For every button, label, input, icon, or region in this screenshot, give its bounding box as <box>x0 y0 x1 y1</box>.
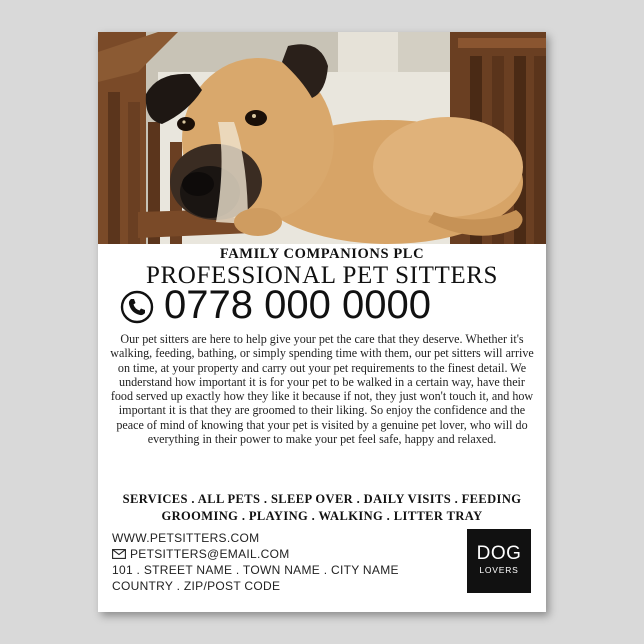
address-line-2: COUNTRY . ZIP/POST CODE <box>112 579 281 593</box>
dog-photo <box>98 32 546 244</box>
contact-block <box>112 530 452 594</box>
phone-number[interactable]: 0778 000 0000 <box>164 283 431 327</box>
services-line-1: SERVICES . ALL PETS . SLEEP OVER . DAILY VISITS . FEEDING <box>122 492 522 506</box>
phone-icon <box>120 290 154 324</box>
website-link[interactable]: WWW.PETSITTERS.COM <box>112 531 260 545</box>
description-paragraph: Our pet sitters are here to help give your pet the care that they deserve. Whether it's walking, feeding, bathing, or simply spending time with them, our pet sitters will arrive on time, at your property and carry out your pet requirements to the finest detail. We understand how important it is for your pet to be walked in a certain way, have their food served up exactly how they like it because if not, they just won't touch it, and how important it is that they are groomed to their liking. So enjoy the confidence and the peace of mind of knowing that your pet is visited by a genuine pet lover, who will do everything in their power to make your pet feel safe, happy and relaxed. <box>110 332 534 447</box>
services-list <box>98 491 546 525</box>
logo-big-text: DOG <box>476 543 522 564</box>
headline: PROFESSIONAL PET SITTERS <box>146 262 498 289</box>
address-line-1: 101 . STREET NAME . TOWN NAME . CITY NAME <box>112 563 399 577</box>
company-name: FAMILY COMPANIONS PLC <box>219 246 425 262</box>
email-row <box>112 546 452 562</box>
services-line-2: GROOMING . PLAYING . WALKING . LITTER TRAY <box>161 509 483 523</box>
logo-small-text: LOVERS <box>479 565 519 575</box>
email-link[interactable]: PETSITTERS@EMAIL.COM <box>130 547 290 561</box>
mail-icon <box>112 549 126 559</box>
phone-row <box>98 283 546 329</box>
poster <box>98 32 546 612</box>
dog-lovers-logo <box>467 529 531 593</box>
